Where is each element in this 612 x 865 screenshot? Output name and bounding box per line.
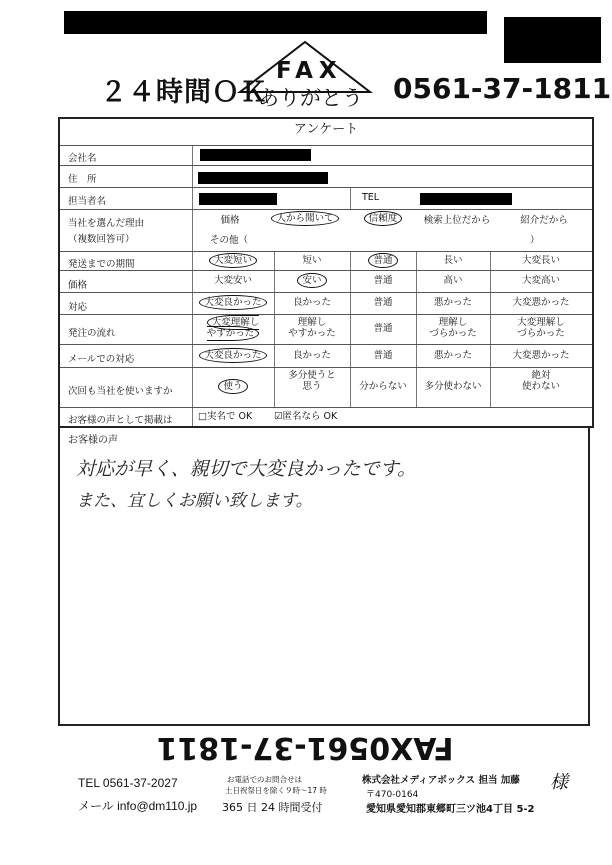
rating-option-label: 大変短い xyxy=(209,253,257,268)
rating-option-label: 高い xyxy=(443,275,463,286)
reason-option-referral xyxy=(266,214,344,225)
rating-option xyxy=(492,298,590,309)
rating-option xyxy=(492,276,590,287)
rating-option xyxy=(352,351,414,362)
rating-option-label: 普通 xyxy=(373,323,393,334)
publish-option-anonymous xyxy=(274,412,337,423)
redacted-header-bar xyxy=(64,11,487,34)
divider xyxy=(274,315,275,344)
survey-table xyxy=(58,117,594,428)
divider xyxy=(490,271,491,292)
rating-option xyxy=(352,276,414,287)
mirrored-fax-number: FAX0561-37-1811 xyxy=(156,730,454,765)
footer-address: 愛知県愛知郡東郷町三ツ池4丁目 5-2 xyxy=(366,804,535,815)
rating-option-label: 大変良かった xyxy=(199,348,266,363)
reason-note: （複数回答可） xyxy=(68,234,135,245)
reason-option-trust-label: 信頼度 xyxy=(364,211,403,226)
divider xyxy=(416,315,417,344)
rating-option xyxy=(418,382,488,393)
rating-option-label: 普通 xyxy=(373,297,393,308)
rating-option xyxy=(418,318,488,340)
row-address xyxy=(60,165,592,187)
footer-signature: 様 xyxy=(550,772,568,793)
rating-option xyxy=(352,382,414,393)
rating-option xyxy=(492,371,590,393)
rating-option-label: 長い xyxy=(443,254,463,266)
rating-option xyxy=(276,371,348,393)
row-publish xyxy=(60,407,592,426)
reason-option-word-of-mouth: 人から聞いて xyxy=(271,211,338,226)
header-thanks: ありがとう xyxy=(258,86,363,110)
divider xyxy=(192,166,193,187)
reason-other-close: ） xyxy=(530,235,540,246)
divider xyxy=(490,252,491,270)
rating-option xyxy=(194,276,272,287)
divider xyxy=(192,252,193,270)
divider xyxy=(350,252,351,270)
divider xyxy=(192,408,193,426)
divider xyxy=(192,188,193,209)
contact-label: 担当者名 xyxy=(68,196,107,207)
rating-row-label: 発注の流れ xyxy=(68,327,116,339)
publish-label: お客様の声として掲載は xyxy=(68,415,173,426)
reason-option-introduction: 紹介だから xyxy=(520,215,568,226)
row-reason xyxy=(60,209,592,251)
divider xyxy=(192,345,193,367)
row-company xyxy=(60,145,592,165)
reason-label: 当社を選んだ理由 xyxy=(68,218,145,229)
divider xyxy=(274,345,275,367)
customer-voice-line-1: 対応が早く、親切で大変良かったです。 xyxy=(76,458,417,480)
rating-row-label: 次回も当社を使いますか xyxy=(68,385,173,397)
rating-option xyxy=(418,276,488,287)
rating-option xyxy=(194,382,272,393)
redacted-company xyxy=(200,149,311,161)
publish-option-anonymous-label: 匿名なら OK xyxy=(282,411,338,422)
redacted-tel xyxy=(420,193,512,205)
rating-option xyxy=(352,298,414,309)
customer-voice-box xyxy=(58,426,590,726)
rating-option-label: 普通 xyxy=(368,253,397,268)
reason-option-price: 価格 xyxy=(220,215,240,226)
divider xyxy=(192,271,193,292)
footer-tel: TEL 0561-37-2027 xyxy=(78,776,178,790)
divider xyxy=(350,293,351,314)
rating-row-label: メールでの対応 xyxy=(68,354,135,365)
rating-option xyxy=(492,351,590,362)
rating-option xyxy=(492,318,590,340)
tel-label: TEL xyxy=(362,192,380,203)
reason-option-trust xyxy=(352,214,414,225)
footer-mail: メール info@dm110.jp xyxy=(78,799,198,813)
row-contact xyxy=(60,187,592,209)
divider xyxy=(416,293,417,314)
rating-row xyxy=(60,270,592,292)
rating-row xyxy=(60,367,592,407)
divider xyxy=(490,345,491,367)
divider xyxy=(350,368,351,407)
rating-option-label: 普通 xyxy=(373,349,393,361)
rating-option xyxy=(418,256,488,267)
rating-row xyxy=(60,251,592,270)
rating-option xyxy=(276,318,348,340)
survey-title: アンケート xyxy=(293,122,359,137)
customer-voice-line-2: また、宜しくお願い致します。 xyxy=(76,491,313,511)
company-label: 会社名 xyxy=(68,153,97,164)
footer-always-open: 365 日 24 時間受付 xyxy=(222,801,323,814)
rating-option xyxy=(276,351,348,362)
footer-hours-note-1: お電話でのお問合せは xyxy=(227,775,302,784)
rating-option-label: 理解し やすかった xyxy=(288,317,336,339)
rating-option xyxy=(276,276,348,287)
reason-other: その他（ xyxy=(210,235,249,246)
divider xyxy=(416,368,417,407)
rating-option-label: 大変理解し やすかった xyxy=(206,317,260,339)
rating-option-label: 多分使うと 思う xyxy=(288,370,336,392)
divider xyxy=(274,252,275,270)
divider xyxy=(274,368,275,407)
rating-option-label: 大変悪かった xyxy=(512,349,570,361)
divider xyxy=(350,271,351,292)
rating-option xyxy=(194,256,272,267)
rating-row-label: 価格 xyxy=(68,279,88,291)
divider xyxy=(416,345,417,367)
rating-option xyxy=(194,298,272,309)
rating-option-label: 絶対 使わない xyxy=(521,370,560,392)
rating-row xyxy=(60,292,592,314)
footer-postal: 〒470-0164 xyxy=(366,790,419,800)
rating-option xyxy=(492,256,590,267)
header-24h-ok: ２４時間ＯＫ xyxy=(100,77,268,108)
publish-option-real-name: □実名で OK xyxy=(198,411,253,422)
rating-option-label: 分からない xyxy=(359,381,407,392)
address-label: 住 所 xyxy=(68,174,97,185)
divider xyxy=(192,293,193,314)
rating-option-label: 悪かった xyxy=(433,349,472,361)
divider xyxy=(192,146,193,165)
header-fax-number: 0561-37-1811 xyxy=(393,72,612,105)
rating-option-label: 使う xyxy=(218,379,247,394)
divider xyxy=(416,252,417,270)
header-fax-label: FAX xyxy=(276,58,343,84)
redacted-address xyxy=(198,172,328,184)
rating-row-label: 対応 xyxy=(68,301,88,313)
rating-row xyxy=(60,344,592,367)
checkmark-icon: ☑ xyxy=(274,411,283,422)
rating-option xyxy=(194,351,272,362)
divider xyxy=(350,315,351,344)
rating-option-label: 良かった xyxy=(292,297,331,308)
rating-option-label: 良かった xyxy=(292,349,331,361)
divider xyxy=(350,188,351,209)
rating-option-label: 理解し づらかった xyxy=(429,317,477,339)
divider xyxy=(274,271,275,292)
customer-voice-label: お客様の声 xyxy=(68,435,118,446)
rating-option-label: 普通 xyxy=(373,275,393,286)
rating-option-label: 大変良かった xyxy=(199,295,266,310)
divider xyxy=(192,210,193,251)
divider xyxy=(192,315,193,344)
divider xyxy=(274,293,275,314)
rating-option-label: 安い xyxy=(297,273,326,288)
rating-option xyxy=(352,256,414,267)
rating-option xyxy=(418,351,488,362)
rating-option-label: 短い xyxy=(302,254,322,266)
divider xyxy=(490,368,491,407)
redacted-contact xyxy=(199,193,277,205)
rating-row xyxy=(60,314,592,344)
footer-hours-note-2: 土日祝祭日を除く９時～17 時 xyxy=(225,786,327,795)
rating-option xyxy=(276,298,348,309)
rating-row-label: 発送までの期間 xyxy=(68,259,135,270)
rating-option-label: 大変安い xyxy=(213,275,252,286)
rating-option-label: 大変高い xyxy=(521,275,560,286)
rating-option-label: 悪かった xyxy=(433,297,472,308)
divider xyxy=(490,293,491,314)
rating-option xyxy=(418,298,488,309)
divider xyxy=(416,271,417,292)
divider xyxy=(490,315,491,344)
rating-option-label: 大変悪かった xyxy=(512,297,570,308)
divider xyxy=(350,345,351,367)
rating-option xyxy=(194,318,272,340)
rating-option-label: 大変理解し づらかった xyxy=(517,317,565,339)
rating-option-label: 多分使わない xyxy=(424,381,482,392)
divider xyxy=(192,368,193,407)
footer-company: 株式会社メディアボックス 担当 加藤 xyxy=(362,775,520,786)
rating-option-label: 大変長い xyxy=(521,254,560,266)
reason-option-search: 検索上位だから xyxy=(423,215,491,226)
rating-option xyxy=(276,256,348,267)
rating-option xyxy=(352,324,414,335)
